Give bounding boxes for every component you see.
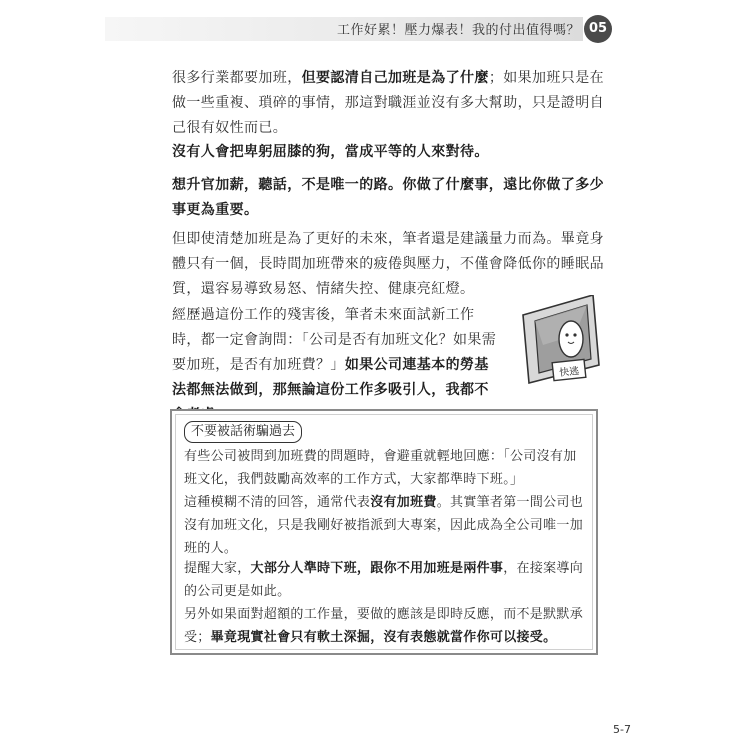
tip-box-title: 不要被話術騙過去 [184, 421, 302, 443]
t3-bold-text: 大部分人準時下班，跟你不用加班是兩件事 [250, 561, 504, 576]
p1-bold-text: 但要認清自己加班是為了什麼 [301, 70, 489, 86]
page-number: 5-7 [613, 723, 631, 736]
t4-text-a: 另外如果面對超額的工作量，要做的應該是即時反應，而不是默默承受； [184, 607, 584, 645]
tip-paragraph-evasive-answer: 有些公司被問到加班費的問題時，會避重就輕地回應：「公司沒有加班文化，我們鼓勵高效率的工作方式，大家都準時下班。」 [184, 449, 577, 487]
paragraph-overtime-purpose [172, 66, 612, 141]
p2-bold-text: 沒有人會把卑躬屈膝的狗，當成平等的人來對待。 [172, 144, 489, 160]
running-header-title: 工作好累！壓力爆表！我的付出值得嗎？ [336, 23, 580, 38]
escape-door-illustration [515, 295, 605, 390]
paragraph-dog-quote [172, 140, 612, 165]
p1-text-c: ；如果加班只是在做一些重複、瑣碎的事情，那這對職涯並沒有多大幫助，只是證明自己很有奴性而已。 [172, 70, 605, 136]
t4-bold-text: 畢竟現實社會只有軟土深掘，沒有表態就當作你可以接受。 [210, 630, 557, 645]
p5-text-a: 經歷過這份工作的殘害後，筆者未來面試新工作時，都一定會詢問：「公司是否有加班文化？如果需要加班，是否有加班費？」 [172, 307, 497, 373]
t3-text-a: 提醒大家， [184, 561, 251, 576]
tip-paragraph-vague-reply [184, 491, 584, 560]
tip-paragraph-reminder [184, 557, 584, 603]
p3-bold-text: 想升官加薪，聽話，不是唯一的路。你做了什麼事，遠比你做了多少事更為重要。 [172, 177, 604, 218]
paragraph-health-warning: 但即使清楚加班是為了更好的未來，筆者還是建議量力而為。畢竟身體只有一個，長時間加班帶來的疲倦與壓力，不僅會降低你的睡眠品質，還容易導致易怒、情緒失控、健康亮紅燈。 [172, 231, 604, 297]
t3-text-c: ，在接案導向的公司更是如此。 [184, 561, 584, 599]
escape-sign-text: 快逃 [558, 365, 580, 380]
paragraph-promotion [172, 173, 612, 223]
p5-bold-text: 如果公司連基本的勞基法都無法做到，那無論這份工作多吸引人，我都不 [172, 357, 489, 398]
t2-bold-text: 沒有加班費 [370, 495, 437, 510]
t2-text-a: 這種模糊不清的回答，通常代表 [184, 495, 371, 510]
tip-paragraph-workload [184, 603, 584, 649]
p1-text-a: 很多行業都要加班， [172, 70, 302, 86]
chapter-badge: 05 [584, 15, 612, 43]
t2-text-c: 。其實筆者第一間公司也沒有加班文化，只是我剛好被指派到大專案，因此成為全公司唯一加班的人。 [184, 495, 584, 556]
